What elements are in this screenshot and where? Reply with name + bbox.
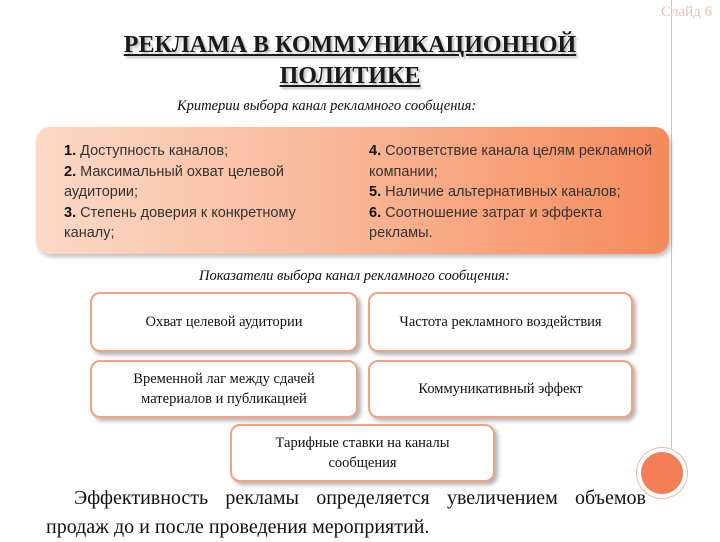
title-line-1: РЕКЛАМА В КОММУНИКАЦИОННОЙ <box>123 32 577 58</box>
criteria-box <box>36 127 669 254</box>
criterion-item: 3. Степень доверия к конкретному каналу; <box>64 204 296 241</box>
criteria-column-right <box>369 141 661 244</box>
criterion-item: 4. Соответствие канала целям рекламной компании; <box>369 143 653 180</box>
criterion-item: 2. Максимальный охват целевой аудитории; <box>64 163 284 200</box>
indicator-box: Охват целевой аудитории <box>90 292 358 352</box>
slide-title <box>60 30 640 92</box>
criterion-item: 1. Доступность каналов; <box>64 143 229 159</box>
title-line-2: ПОЛИТИКЕ <box>279 63 421 89</box>
criterion-item: 5. Наличие альтернативных каналов; <box>369 184 621 200</box>
slide-number: Слайд 6 <box>660 4 712 20</box>
criteria-subtitle: Критерии выбора канал рекламного сообщения: <box>177 98 477 114</box>
criterion-item: 6. Соотношение затрат и эффекта рекламы. <box>369 204 603 241</box>
slide-border-line <box>671 0 672 460</box>
criteria-column-left <box>64 141 336 244</box>
conclusion-text: Эффективность рекламы определяется увеличением объемов продаж до и после проведения мероприятий. <box>46 487 646 538</box>
indicator-box: Частота рекламного воздействия <box>368 292 633 352</box>
indicator-box: Коммуникативный эффект <box>368 360 633 418</box>
indicator-box: Тарифные ставки на каналы сообщения <box>230 424 495 482</box>
indicator-box: Временной лаг между сдачей материалов и публикацией <box>90 360 358 418</box>
indicators-subtitle: Показатели выбора канал рекламного сообщения: <box>199 268 510 284</box>
